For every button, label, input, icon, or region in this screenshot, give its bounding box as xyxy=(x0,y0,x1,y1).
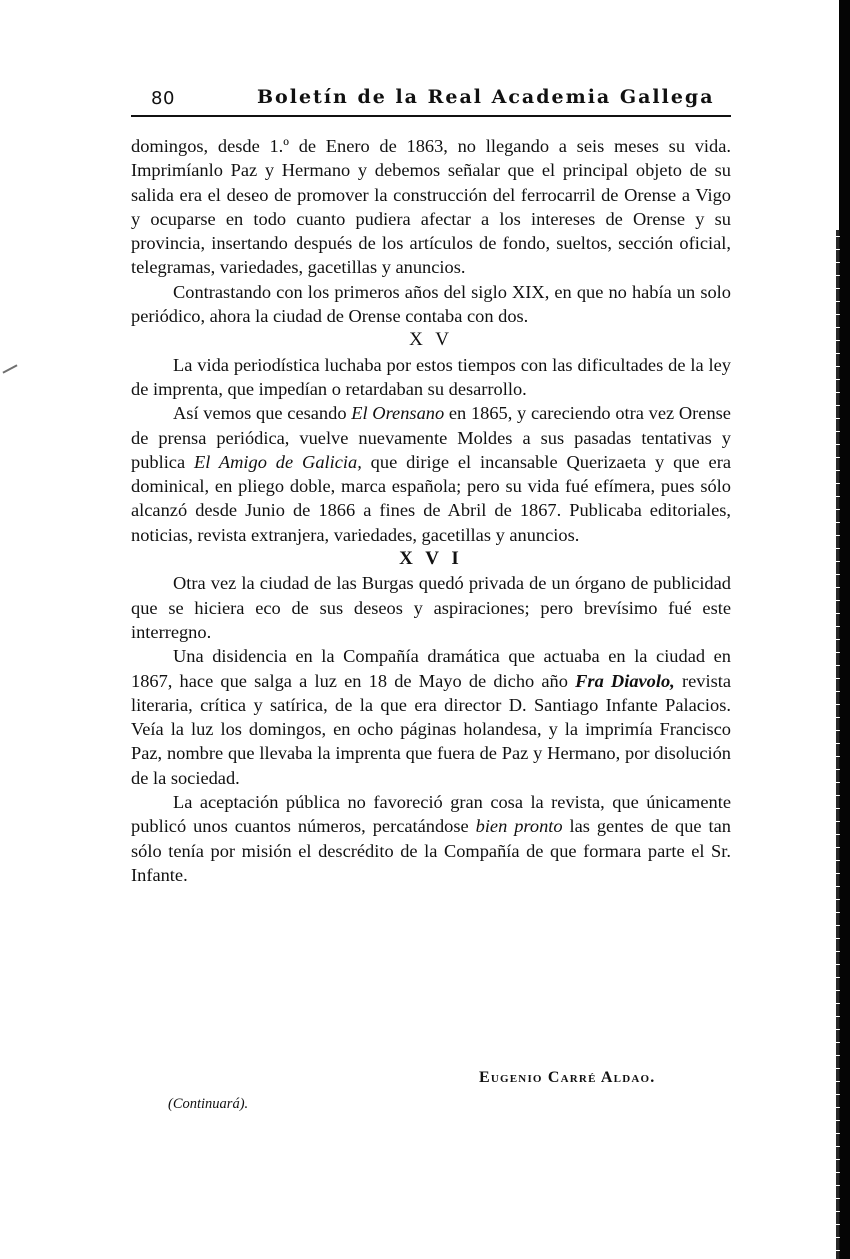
paragraph xyxy=(131,401,731,547)
running-head xyxy=(131,84,731,114)
binding-edge-scan-artifact xyxy=(839,0,850,1259)
journal-title: Boletín de la Real Academia Gallega xyxy=(257,86,715,108)
margin-pencil-mark xyxy=(2,364,17,373)
text-run: en 1865, y careciendo otra vez Orense de prensa periódica, vuelve nuevamente Moldes a sus pasadas tentativas y publica xyxy=(131,403,731,472)
newspaper-title-el-orensano: El Orensano xyxy=(351,403,445,424)
section-heading-xv: X V xyxy=(409,329,453,351)
text-run: revista literaria, crítica y satírica, de la que era director D. Santiago Infante Palacios. Veía la luz los domingos, en ocho páginas holandesa, y la imprimía Francisco Paz, nombre que llevaba la imprenta que fuera de Paz y Hermano, por disolución de la sociedad. xyxy=(131,670,731,788)
paragraph: Otra vez la ciudad de las Burgas quedó privada de un órgano de publicidad que se hiciera eco de sus deseos y aspiraciones; pero brevísimo fué este interregno. xyxy=(131,573,731,642)
text-run: Así vemos que cesando xyxy=(173,403,352,424)
paragraph: La vida periodística luchaba por estos tiempos con las dificultades de la ley de imprenta, que impedían o retardaban su desarrollo. xyxy=(131,354,731,399)
section-heading-xvi: X V I xyxy=(399,548,463,570)
magazine-title-fra-diavolo: Fra Diavolo, xyxy=(575,670,675,691)
continued-note: (Continuará). xyxy=(168,1096,249,1112)
paragraph xyxy=(131,644,731,790)
article-body xyxy=(131,134,731,887)
page-number: 80 xyxy=(151,88,175,109)
text-run: las gentes de que tan sólo tenía por misión el descrédito de la Compañía de que formara parte el Sr. Infante. xyxy=(131,816,731,885)
binding-edge-texture xyxy=(836,230,840,1259)
paragraph-continued: domingos, desde 1.º de Enero de 1863, no llegando a seis meses su vida. Imprimíanlo Paz y Hermano y debemos señalar que el principal objeto de su salida era el deseo de promover la construcción del ferrocarril de Orense a Vigo y ocuparse en todo cuanto pudiera afectar a los intereses de Orense y su provincia, insertando después de los artículos de fondo, sueltos, sección oficial, telegramas, variedades, gacetillas y anuncios. xyxy=(131,136,731,278)
header-rule xyxy=(131,115,731,117)
text-run: Una disidencia en la Compañía dramática que actuaba en la ciudad en 1867, hace que salga a luz en 18 de Mayo de dicho año xyxy=(131,646,731,691)
author-signature: Eugenio Carré Aldao. xyxy=(479,1069,656,1086)
newspaper-title-el-amigo-de-galicia: El Amigo de Galicia, xyxy=(194,451,362,472)
paragraph xyxy=(131,790,731,887)
text-run: que dirige el incansable Querizaeta y que era dominical, en pliego doble, marca española; pero su vida fué efímera, pues sólo alcanzó desde Junio de 1866 a fines de Abril de 1867. Publicaba editoriales, noticias, revista extranjera, variedades, gacetillas y anuncios. xyxy=(131,451,731,545)
italic-phrase: bien pronto xyxy=(475,816,563,837)
paragraph: Contrastando con los primeros años del siglo XIX, en que no había un solo periódico, ahora la ciudad de Orense contaba con dos. xyxy=(131,281,731,327)
text-run: La aceptación pública no favoreció gran cosa la revista, que únicamente publicó unos cuantos números, percatándose xyxy=(131,792,731,837)
